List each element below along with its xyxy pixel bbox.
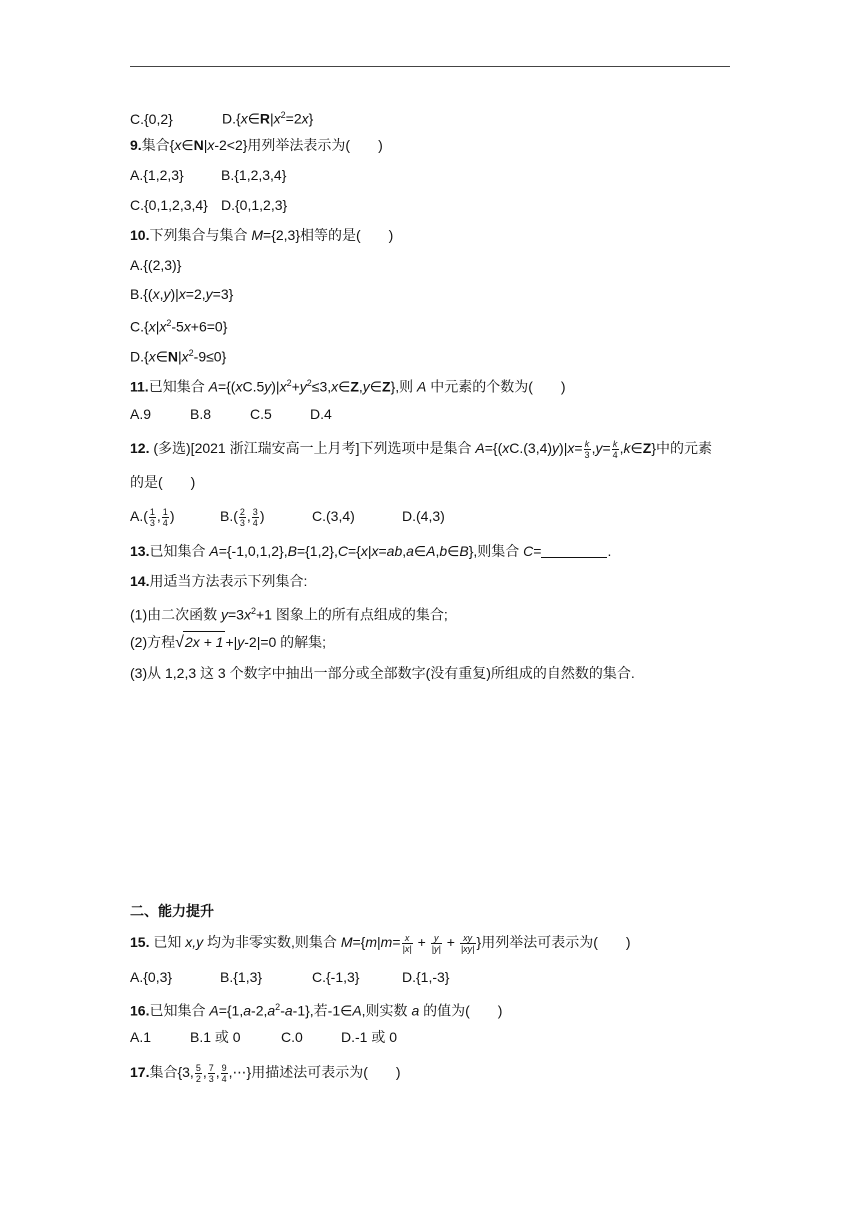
q16-option-d: D.-1 或 0 xyxy=(341,1029,398,1045)
q15-option-d: D.{1,-3} xyxy=(402,969,450,985)
q12-option-c: C.(3,4) xyxy=(312,508,355,524)
q11-option-d: D.4 xyxy=(310,406,332,422)
q11-option-a: A.9 xyxy=(130,406,152,422)
q9-option-c: C.{0,1,2,3,4} xyxy=(130,197,208,213)
fraction-y-over-abs-y: $\frac{y}{|y|}$ xyxy=(431,932,441,954)
fraction-x-over-abs-x: $\frac{x}{|x|}$ xyxy=(402,932,412,954)
q15-stem: 15. 已知 x,y 均为非零实数,则集合 M={m|m= $\frac{x}{|x|}$ + $\frac{y}{|y|}$ + $\frac{xy}{|xy|}$ }用列举法可表示为( ) xyxy=(130,932,631,954)
q10-stem: 10.下列集合与集合 M={2,3}相等的是( ) xyxy=(130,227,394,243)
q15-option-b: B.{1,3} xyxy=(220,969,263,985)
q16-options xyxy=(130,1027,397,1047)
section-heading: 二、能力提升 xyxy=(130,903,214,919)
q8-option-c: C.{0,2} xyxy=(130,110,173,127)
q10-option-d: $D.\{x\in N|x^2-9\le 0\}$ xyxy=(130,348,227,365)
q15-options xyxy=(130,967,449,987)
q13-stem: 13.已知集合 A={-1,0,1,2},B={1,2},C={x|x=ab,a∈A,b∈B},则集合 C= . xyxy=(130,543,612,559)
radicand: 2x + 1 xyxy=(183,631,226,652)
q16-option-c: C.0 xyxy=(281,1029,303,1045)
fraction-k-over-4: $\frac{k}{4}$ xyxy=(612,438,618,460)
q8-option-d: $D.\{x\in R|x^2=2x\}$ xyxy=(222,110,314,127)
q16-stem: 16.已知集合 $A=\{1,a-2,a^2-a-1\}$,若-1∈A,则实数 a 的值为( ) xyxy=(130,1002,503,1019)
q12-stem-line2: 的是( ) xyxy=(130,474,196,490)
fraction-9-over-4: $\frac{9}{4}$ xyxy=(221,1062,227,1084)
q15-option-a: A.{0,3} xyxy=(130,969,173,985)
q9-option-a: A.{1,2,3} xyxy=(130,167,184,183)
q9-stem: 9.集合{x∈N|x-2<2}用列举法表示为( ) xyxy=(130,137,383,153)
q11-option-b: B.8 xyxy=(190,406,212,422)
q16-option-b: B.1 或 0 xyxy=(190,1029,241,1045)
q10-option-b: B.{(x,y)|x=2,y=3} xyxy=(130,286,234,302)
fraction-5-over-2: $\frac{5}{2}$ xyxy=(195,1062,201,1084)
q9-options-row2 xyxy=(130,195,287,215)
answer-blank[interactable] xyxy=(541,543,607,558)
fraction-k-over-3: $\frac{k}{3}$ xyxy=(584,438,590,460)
q14-part1: (1)由二次函数 $y=3x^2+1$ 图象上的所有点组成的集合; xyxy=(130,606,448,623)
q12-options xyxy=(130,506,445,528)
q9-option-d: D.{0,1,2,3} xyxy=(221,197,288,213)
q11-options xyxy=(130,404,332,424)
q10-option-c: $C.\{x|x^2-5x+6=0\}$ xyxy=(130,318,228,335)
q9-options-row1 xyxy=(130,165,286,185)
q17-stem: 17.集合{3, $\frac{5}{2}$ , $\frac{7}{3}$ , $\frac{9}{4}$ ,⋯}用描述法可表示为( ) xyxy=(130,1062,401,1084)
q8-options xyxy=(130,105,313,129)
q12-option-d: D.(4,3) xyxy=(402,508,445,524)
q11-stem: 11.已知集合 $A=\{(xC.5y)|x^2+y^2\le 3,x\in Z,y\in Z\}$,则 A 中元素的个数为( ) xyxy=(130,378,566,395)
q14-stem: 14.用适当方法表示下列集合: xyxy=(130,573,308,589)
q16-option-a: A.1 xyxy=(130,1029,152,1045)
q12-option-b: B.( $\frac{2}{3}$ , $\frac{3}{4}$ ) xyxy=(220,506,265,528)
q15-option-c: C.{-1,3} xyxy=(312,969,360,985)
q14-part3: (3)从 1,2,3 这 3 个数字中抽出一部分或全部数字(没有重复)所组成的自然数的集合. xyxy=(130,665,635,681)
header-rule xyxy=(130,66,730,67)
q14-part2: (2)方程√2x + 1 +|y-2|=0 的解集; xyxy=(130,631,326,653)
q11-option-c: C.5 xyxy=(250,406,272,422)
q10-option-a: A.{(2,3)} xyxy=(130,257,182,273)
radical-sign: √ xyxy=(175,634,184,651)
fraction-xy-over-abs-xy: $\frac{xy}{|xy|}$ xyxy=(460,932,475,954)
q9-option-b: B.{1,2,3,4} xyxy=(221,167,287,183)
q12-option-a: A.( $\frac{1}{3}$ , $\frac{1}{4}$ ) xyxy=(130,506,175,528)
fraction-7-over-3: $\frac{7}{3}$ xyxy=(208,1062,214,1084)
q12-stem: 12. (多选)[2021 浙江瑞安高一上月考]下列选项中是集合 A={(xC.(3,4)y)|x= $\frac{k}{3}$ ,y= $\frac{k}{4}$ ,k∈Z}中的元素 xyxy=(130,438,712,460)
